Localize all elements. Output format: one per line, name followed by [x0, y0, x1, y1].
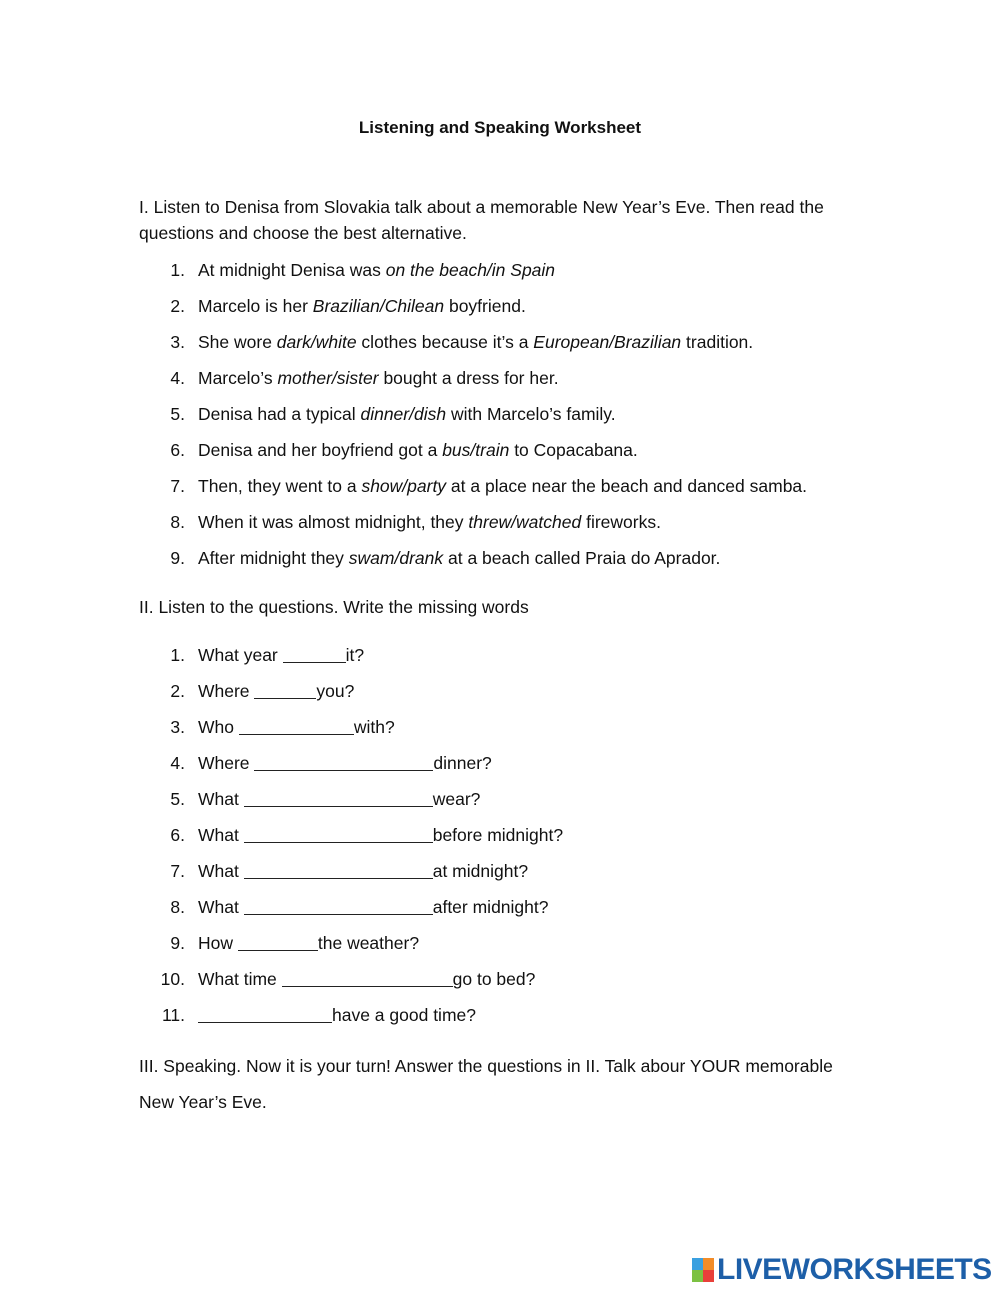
answer-blank[interactable] — [239, 718, 354, 735]
text-before-blank: What — [198, 897, 244, 917]
text-after-blank: before midnight? — [432, 825, 564, 845]
answer-blank[interactable] — [254, 682, 316, 699]
text-before-blank: What — [198, 825, 244, 845]
text-before-blank: What time — [198, 969, 282, 989]
text-after-blank: you? — [316, 681, 355, 701]
text-fragment: Marcelo’s — [198, 368, 278, 388]
text-fragment: At midnight Denisa was — [198, 260, 386, 280]
text-fragment: with Marcelo’s family. — [446, 404, 616, 424]
item-number: 5. — [170, 789, 185, 809]
answer-blank[interactable] — [244, 826, 433, 843]
logo-mark-icon — [692, 1258, 714, 1282]
choice-alternatives: European/Brazilian — [533, 332, 682, 352]
answer-blank[interactable] — [238, 934, 318, 951]
choice-alternatives: dark/white — [276, 332, 357, 352]
text-before-blank: Who — [198, 717, 239, 737]
choice-alternatives: mother/sister — [277, 368, 379, 388]
choice-alternatives: show/party — [361, 476, 447, 496]
answer-blank[interactable] — [283, 646, 346, 663]
item-text — [198, 402, 616, 426]
item-number: 6. — [170, 825, 185, 845]
item-text — [198, 895, 548, 919]
section2-heading: II. Listen to the questions. Write the missing words — [139, 597, 529, 617]
text-fragment: Then, they went to a — [198, 476, 362, 496]
item-number: 3. — [170, 332, 185, 352]
text-fragment: When it was almost midnight, they — [198, 512, 469, 532]
text-fragment: to Copacabana. — [509, 440, 638, 460]
logo-tile — [703, 1258, 714, 1270]
text-after-blank: with? — [353, 717, 395, 737]
text-before-blank: Where — [198, 681, 255, 701]
item-text — [198, 330, 753, 354]
item-text — [198, 510, 661, 534]
item-number: 9. — [170, 548, 185, 568]
text-after-blank: dinner? — [433, 753, 492, 773]
text-fragment: at a beach called Praia do Aprador. — [443, 548, 721, 568]
item-text — [198, 1003, 476, 1027]
choice-alternatives: Brazilian/Chilean — [312, 296, 445, 316]
text-fragment: clothes because it’s a — [356, 332, 534, 352]
item-number: 6. — [170, 440, 185, 460]
item-number: 8. — [170, 512, 185, 532]
item-text — [198, 546, 720, 570]
text-before-blank: How — [198, 933, 238, 953]
section3-text: III. Speaking. Now it is your turn! Answer the questions in II. Talk abour YOUR memorable New Year’s Eve. — [139, 1056, 833, 1112]
item-number: 3. — [170, 717, 185, 737]
item-text — [198, 643, 364, 667]
item-text — [198, 474, 807, 498]
item-number: 4. — [170, 368, 185, 388]
text-after-blank: after midnight? — [432, 897, 549, 917]
page-title: Listening and Speaking Worksheet — [358, 118, 642, 137]
item-text — [198, 294, 526, 318]
item-number: 1. — [170, 645, 185, 665]
answer-blank[interactable] — [254, 754, 433, 771]
item-text — [198, 715, 395, 739]
section1-intro: I. Listen to Denisa from Slovakia talk about a memorable New Year’s Eve. Then read the questions and choose the best alternative. — [139, 197, 824, 243]
text-after-blank: wear? — [432, 789, 481, 809]
logo-tile — [692, 1258, 703, 1270]
liveworksheets-logo — [692, 1254, 992, 1286]
text-fragment: Marcelo is her — [198, 296, 313, 316]
text-after-blank: have a good time? — [332, 1005, 476, 1025]
answer-blank[interactable] — [244, 790, 433, 807]
item-number: 9. — [170, 933, 185, 953]
text-fragment: She wore — [198, 332, 277, 352]
item-text — [198, 751, 492, 775]
text-fragment: boyfriend. — [444, 296, 526, 316]
text-fragment: Denisa had a typical — [198, 404, 361, 424]
choice-alternatives: swam/drank — [348, 548, 444, 568]
item-number: 10. — [160, 969, 185, 989]
text-after-blank: at midnight? — [432, 861, 529, 881]
item-text — [198, 258, 555, 282]
text-before-blank: What — [198, 789, 244, 809]
answer-blank[interactable] — [244, 898, 433, 915]
choice-alternatives: threw/watched — [468, 512, 582, 532]
answer-blank[interactable] — [244, 862, 433, 879]
text-after-blank: it? — [345, 645, 365, 665]
logo-tile — [692, 1270, 703, 1282]
text-after-blank: go to bed? — [452, 969, 536, 989]
text-fragment: tradition. — [681, 332, 754, 352]
item-number: 4. — [170, 753, 185, 773]
text-before-blank: What year — [198, 645, 283, 665]
item-number: 1. — [170, 260, 185, 280]
logo-tile — [703, 1270, 714, 1282]
item-text — [198, 931, 419, 955]
item-text — [198, 366, 559, 390]
item-number: 2. — [170, 296, 185, 316]
item-text — [198, 787, 480, 811]
choice-alternatives: bus/train — [442, 440, 510, 460]
item-text — [198, 679, 354, 703]
item-text — [198, 823, 563, 847]
text-before-blank: Where — [198, 753, 255, 773]
choice-alternatives: on the beach/in Spain — [385, 260, 556, 280]
item-text — [198, 438, 638, 462]
choice-alternatives: dinner/dish — [360, 404, 447, 424]
item-number: 11. — [161, 1005, 185, 1025]
item-number: 8. — [170, 897, 185, 917]
item-text — [198, 967, 535, 991]
text-fragment: After midnight they — [198, 548, 349, 568]
text-fragment: fireworks. — [581, 512, 661, 532]
text-fragment: bought a dress for her. — [378, 368, 559, 388]
answer-blank[interactable] — [198, 1006, 332, 1023]
logo-text: LIVEWORKSHEETS — [717, 1253, 992, 1286]
item-text — [198, 859, 528, 883]
item-number: 7. — [170, 476, 185, 496]
text-after-blank: the weather? — [317, 933, 420, 953]
text-fragment: at a place near the beach and danced samba. — [446, 476, 808, 496]
item-number: 2. — [170, 681, 185, 701]
item-number: 7. — [170, 861, 185, 881]
answer-blank[interactable] — [282, 970, 453, 987]
text-before-blank: What — [198, 861, 244, 881]
text-fragment: Denisa and her boyfriend got a — [198, 440, 443, 460]
item-number: 5. — [170, 404, 185, 424]
